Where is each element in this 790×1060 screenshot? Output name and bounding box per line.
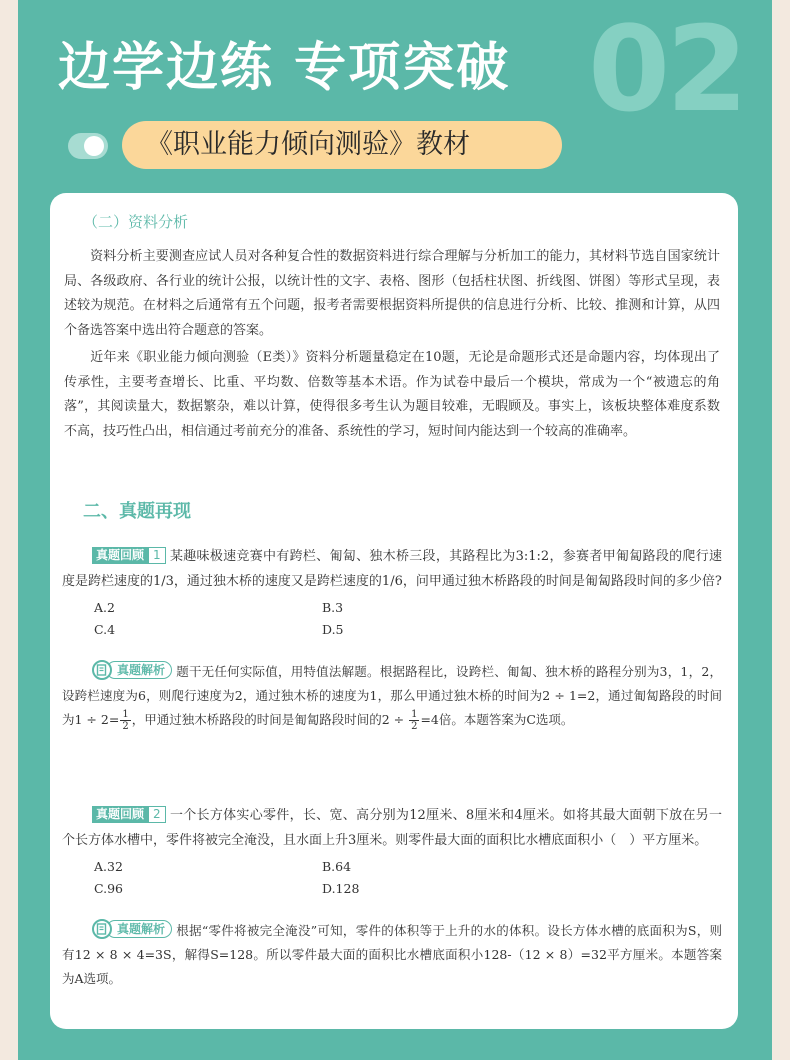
answer-text: 根据“零件将被完全淹没”可知，零件的体积等于上升的水的体积。设长方体水槽的底面积为S，则有12 × 8 × 4=3S，解得S=128。所以零件最大面的面积比水槽底面积小128-（12 × 8）=32平方厘米。本题答案为A选项。 — [62, 923, 722, 986]
answer-text-part1: 题干无任何实际值，用特值法解题。根据路程比，设跨栏、匍匐、独木桥的路程分别为3，1，2，设跨栏速度为6，则爬行速度为2，通过独木桥的速度为1，那么甲通过独木桥的时间为2 ÷ 1=2，通过匍匐路段的时间为1 ÷ 2= — [62, 664, 722, 727]
answer-tag — [92, 660, 172, 680]
fraction-numerator: 1 — [411, 709, 418, 720]
toggle-knob — [84, 136, 104, 156]
fraction-denominator: 2 — [411, 721, 418, 732]
answer-label: 真题解析 — [106, 661, 172, 679]
content-card — [50, 193, 738, 1029]
answer-text-part3: =4倍。本题答案为C选项。 — [420, 712, 574, 727]
question-body: 某趣味极速竞赛中有跨栏、匍匐、独木桥三段，其路程比为3:1:2，参赛者甲匍匐路段的爬行速度是跨栏速度的1/3，通过独木桥的速度又是跨栏速度的1/6，问甲通过独木桥路段的时间是匍匐路段时间的多少倍? — [62, 549, 722, 589]
option-a: A.32 — [94, 859, 123, 874]
question-block-1 — [62, 545, 722, 732]
option-a: A.2 — [94, 600, 115, 615]
question-body: 一个长方体实心零件，长、宽、高分别为12厘米、8厘米和4厘米。如将其最大面朝下放在另一个长方体水槽中，零件将被完全淹没，且水面上升3厘米。则零件最大面的面积比水槽底面积小（ ）平方厘米。 — [62, 808, 722, 848]
question-number: 2 — [148, 806, 166, 823]
option-b: B.3 — [322, 600, 344, 615]
answer-explanation-2 — [62, 919, 722, 991]
chapter-number: 02 — [588, 0, 745, 138]
question-badge: 真题回顾 — [92, 806, 148, 823]
toggle-icon — [68, 133, 108, 159]
option-d: D.5 — [322, 622, 344, 637]
section-heading: 二、真题再现 — [83, 501, 191, 522]
question-number: 1 — [148, 547, 166, 564]
book-title-pill: 《职业能力倾向测验》教材 — [122, 121, 562, 169]
question-text-2 — [62, 804, 722, 853]
question-block-2 — [62, 804, 722, 991]
fraction-one-half — [409, 709, 419, 732]
intro-paragraph-1 — [64, 245, 720, 343]
fraction-denominator: 2 — [122, 721, 129, 732]
option-b: B.64 — [322, 859, 352, 874]
question-badge: 真题回顾 — [92, 547, 148, 564]
option-c: C.4 — [94, 622, 116, 637]
page-headline: 边学边练 专项突破 — [58, 38, 511, 98]
options-list — [62, 859, 722, 905]
intro-paragraph-2 — [64, 346, 720, 444]
answer-text-part2: ，甲通过独木桥路段的时间是匍匐路段时间的2 ÷ — [131, 712, 409, 727]
answer-tag — [92, 919, 172, 939]
document-icon — [92, 660, 112, 680]
option-d: D.128 — [322, 881, 360, 896]
fraction-one-half — [120, 709, 130, 732]
answer-label: 真题解析 — [106, 920, 172, 938]
sub-heading: （二）资料分析 — [83, 213, 189, 231]
options-list — [62, 600, 722, 646]
option-c: C.96 — [94, 881, 123, 896]
intro-paragraph-1-text: 资料分析主要测查应试人员对各种复合性的数据资料进行综合理解与分析加工的能力，其材料节选自国家统计局、各级政府、各行业的统计公报，以统计性的文字、表格、图形（包括柱状图、折线图、饼图）等形式呈现，表述较为规范。在材料之后通常有五个问题，报考者需要根据资料所提供的信息进行分析、比较、推测和计算，从四个备选答案中选出符合题意的答案。 — [64, 249, 720, 338]
question-text-1 — [62, 545, 722, 594]
document-icon — [92, 919, 112, 939]
fraction-numerator: 1 — [122, 709, 129, 720]
answer-explanation-1 — [62, 660, 722, 732]
intro-paragraph-2-text: 近年来《职业能力倾向测验（E类）》资料分析题量稳定在10题，无论是命题形式还是命题内容，均体现出了传承性，主要考查增长、比重、平均数、倍数等基本术语。作为试卷中最后一个模块，常成为一个“被遗忘的角落”，其阅读量大，数据繁杂，难以计算，使得很多考生认为题目较难，无暇顾及。事实上，该板块整体难度系数不高，技巧性凸出，相信通过考前充分的准备、系统性的学习，短时间内能达到一个较高的准确率。 — [64, 350, 720, 439]
